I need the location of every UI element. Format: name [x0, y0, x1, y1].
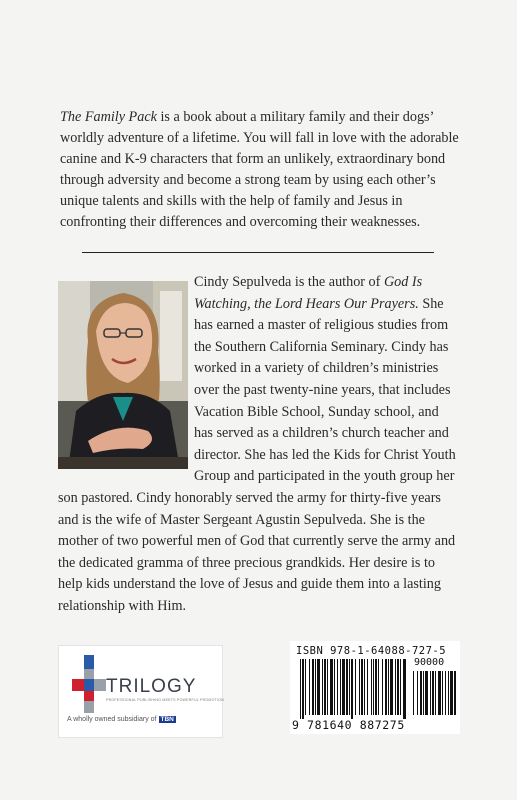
- photo-spacer: [58, 272, 194, 477]
- bio-text: She has earned a master of religious studies from the Southern California Seminary. Cindy has worked in a variety of children’s ministries over the past twenty-nine years, that includes Vacation Bible School, Sunday school, and has served as a children’s church teacher and director. She has led the Kids for Christ Youth Group and participated in the youth group her son pastored. Cindy honorably served the army for thirty-five years and is the wife of Master Sergeant Agustin Sepulveda. She is the mother of two powerful men of God that currently serve the army and the dedicated gramma of three precious grandkids. Her desire is to help kids understand the love of Jesus and guide them into a lasting relationship with Him.: [58, 295, 456, 614]
- author-bio: [58, 272, 458, 618]
- book-blurb: [60, 107, 460, 233]
- publisher-tagline: PROFESSIONAL PUBLISHING MEETS POWERFUL PROMOTION: [106, 698, 224, 702]
- isbn-label: ISBN 978-1-64088-727-5: [296, 645, 447, 657]
- subsidiary-text: A wholly owned subsidiary of: [67, 716, 157, 723]
- bio-intro: Cindy Sepulveda is the author of: [194, 274, 384, 290]
- barcode-number: 9 781640 887275: [292, 718, 405, 732]
- bio-book-title: God Is Watching, the Lord Hears Our Prayers.: [194, 274, 423, 312]
- isbn-barcode: [290, 641, 460, 734]
- book-title: The Family Pack: [60, 109, 157, 125]
- publisher-name: TRILOGY: [106, 676, 197, 697]
- barcode-addon-number: 90000: [414, 657, 445, 668]
- divider-line: [82, 252, 434, 253]
- publisher-logo: [58, 645, 223, 738]
- blurb-text: is a book about a military family and their dogs’ worldly adventure of a lifetime. You will fall in love with the adorable canine and K-9 characters that form an unlikely, extraordinary bond through adversity and become a strong team by using each other’s unique talents and skills with the help of family and Jesus in confronting their differences and overcoming their weaknesses.: [60, 109, 459, 230]
- trilogy-logo-icon: [70, 655, 106, 713]
- publisher-subsidiary: [67, 716, 176, 723]
- tbn-logo: TBN: [160, 716, 174, 723]
